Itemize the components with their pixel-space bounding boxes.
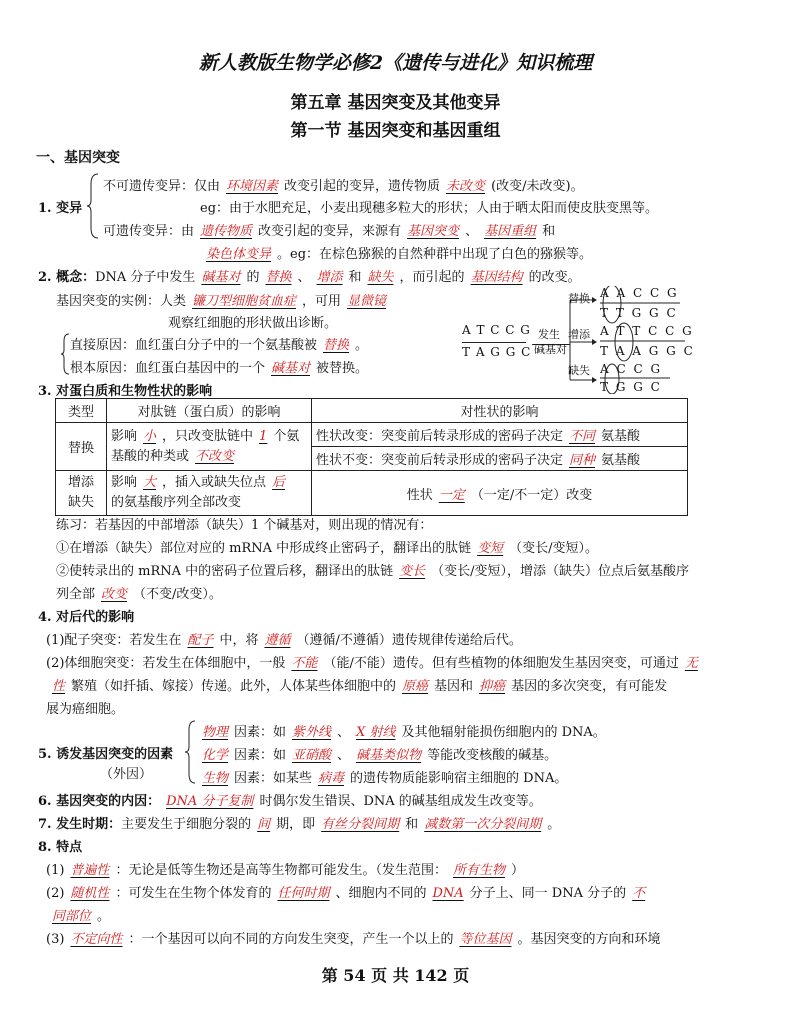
item2-line1: 2. 概念：DNA 分子中发生 碱基对 的 替换 、 增添 和 缺失 ，而引起的 基因结构 的改变。 bbox=[38, 270, 581, 285]
header-type: 类型 bbox=[56, 399, 107, 423]
item1-label: 1. 变异 bbox=[38, 201, 83, 216]
item5-physical: 物理 因素：如 紫外线 、 X 射线 及其他辐射能损伤细胞内的 DNA。 bbox=[202, 725, 606, 740]
item6: 6. 基因突变的内因： DNA 分子复制 时偶尔发生错误、DNA 的碱基组成发生改变等。 bbox=[38, 794, 542, 809]
page-number: 第 54 页 共 142 页 bbox=[321, 966, 470, 985]
original-bottom-strand: T A G G C bbox=[462, 345, 532, 359]
practice-line1: 练习：若基因的中部增添（缺失）1 个碱基对，则出现的情况有： bbox=[56, 518, 433, 533]
header-trait: 对性状的影响 bbox=[312, 399, 688, 423]
row-label-add: 增添 bbox=[568, 328, 590, 341]
type-add-delete: 增添 缺失 bbox=[56, 471, 107, 516]
item5-brace bbox=[184, 720, 196, 784]
section-title: 第一节 基因突变和基因重组 bbox=[290, 121, 501, 141]
add-trait-effect: 性状 一定 （一定/不一定）改变 bbox=[312, 471, 688, 516]
type-replace: 替换 bbox=[56, 423, 107, 471]
add-bottom-strand: T A A G G C bbox=[600, 344, 695, 358]
item4-line1: (1)配子突变：若发生在 配子 中，将 遵循 （遵循/不遵循）遗传规律传递给后代。 bbox=[46, 633, 522, 648]
item8-line2: (2) 随机性 ：可发生在生物个体发育的 任何时期 、细胞内不同的 DNA 分子上、同一 DNA 分子的 不 bbox=[46, 886, 646, 901]
part1-heading: 一、基因突变 bbox=[36, 150, 120, 166]
item1-line3: 可遗传变异：由 遗传物质 改变引起的变异，来源有 基因突变 、 基因重组 和 bbox=[103, 224, 556, 239]
item2-root-cause: 根本原因：血红蛋白基因中的一个 碱基对 被替换。 bbox=[70, 361, 369, 376]
item4-line4: 展为癌细胞。 bbox=[46, 702, 125, 717]
replace-peptide-effect: 影响 小 ，只改变肽链中 1 个氨 基酸的种类或 不改变 bbox=[107, 423, 312, 471]
replace-bottom-strand: T T G G C bbox=[600, 306, 678, 320]
replace-trait-change: 性状改变：突变前后转录形成的密码子决定 不同 氨基酸 bbox=[312, 423, 688, 447]
arrow-label-1: 发生 bbox=[538, 328, 560, 341]
delete-top-strand: A C C G bbox=[600, 362, 663, 376]
original-strand-divider bbox=[462, 342, 526, 343]
item1-line4: 染色体变异 。eg：在棕色猕猴的自然种群中出现了白色的猕猴等。 bbox=[206, 247, 593, 262]
item2-line2: 基因突变的实例：人类 镰刀型细胞贫血症 ，可用 显微镜 bbox=[56, 294, 387, 309]
chapter-title: 第五章 基因突变及其他变异 bbox=[290, 93, 501, 113]
arrow-label-2: 碱基对 bbox=[534, 343, 567, 356]
item4-line3: 性 繁殖（如扦插、嫁接）传递。此外，人体某些体细胞中的 原癌 基因和 抑癌 基因的多次突变，有可能发 bbox=[52, 679, 668, 694]
replace-trait-same: 性状不变：突变前后转录形成的密码子决定 同种 氨基酸 bbox=[312, 447, 688, 471]
replace-top-strand: A A C C G bbox=[600, 286, 679, 300]
item5-sublabel: （外因） bbox=[100, 767, 153, 782]
row-label-replace: 替换 bbox=[568, 292, 590, 305]
practice-line2: ①在增添（缺失）部位对应的 mRNA 中形成终止密码子，翻译出的肽链 变短 （变长/变短）。 bbox=[56, 541, 599, 556]
item8-line3: 同部位 。 bbox=[52, 909, 111, 924]
item2-direct-cause: 直接原因：血红蛋白分子中的一个氨基酸被 替换 。 bbox=[70, 338, 369, 353]
item1-line1: 不可遗传变异：仅由 环境因素 改变引起的变异，遗传物质 未改变 (改变/未改变)。 bbox=[103, 179, 584, 194]
item2-line3: 观察红细胞的形状做出诊断。 bbox=[168, 316, 338, 331]
row-label-delete: 缺失 bbox=[568, 364, 590, 377]
item8-heading: 8. 特点 bbox=[38, 840, 83, 855]
item3-heading: 3. 对蛋白质和生物性状的影响 bbox=[38, 384, 213, 399]
item4-line2: (2)体细胞突变：若发生在体细胞中，一般 不能 （能/不能）遗传。但有些植物的体细胞发生基因突变，可通过 无 bbox=[46, 656, 698, 671]
item5-biological: 生物 因素：如某些 病毒 的遗传物质能影响宿主细胞的 DNA。 bbox=[202, 771, 568, 786]
item7: 7. 发生时期：主要发生于细胞分裂的 间 期，即 有丝分裂间期 和 减数第一次分裂间期 。 bbox=[38, 817, 561, 832]
dna-mutation-diagram bbox=[460, 286, 695, 394]
delete-bottom-strand: T G G C bbox=[600, 380, 662, 394]
item5-label: 5. 诱发基因突变的因素 bbox=[38, 747, 174, 762]
item2-brace bbox=[60, 333, 70, 375]
add-peptide-effect: 影响 大 ，插入或缺失位点 后 的氨基酸序列全部改变 bbox=[107, 471, 312, 516]
effects-table bbox=[55, 398, 688, 516]
practice-line3: ②使转录出的 mRNA 中的密码子位置后移，翻译出的肽链 变长 （变长/变短），增添（缺失）位点后氨基酸序 bbox=[56, 564, 690, 579]
item1-brace bbox=[86, 172, 100, 240]
practice-line4: 列全部 改变 （不变/改变）。 bbox=[56, 587, 222, 602]
mutation-highlight-ovals bbox=[600, 286, 685, 394]
header-peptide: 对肽链（蛋白质）的影响 bbox=[107, 399, 312, 423]
item1-line2: eg：由于水肥充足，小麦出现穗多粒大的形状；人由于晒太阳而使皮肤变黑等。 bbox=[200, 201, 659, 216]
item8-line1: (1) 普遍性 ：无论是低等生物还是高等生物都可能发生。（发生范围： 所有生物 ） bbox=[46, 863, 524, 878]
document-title: 新人教版生物学必修2《遗传与进化》知识梳理 bbox=[198, 52, 593, 74]
item8-line4: (3) 不定向性 ：一个基因可以向不同的方向发生突变，产生一个以上的 等位基因 。基因突变的方向和环境 bbox=[46, 932, 661, 947]
add-top-strand: A T T C C G bbox=[600, 324, 694, 338]
item4-heading: 4. 对后代的影响 bbox=[38, 610, 135, 625]
item5-chemical: 化学 因素：如 亚硝酸 、 碱基类似物 等能改变核酸的碱基。 bbox=[202, 748, 558, 763]
original-top-strand: A T C C G bbox=[462, 323, 531, 337]
